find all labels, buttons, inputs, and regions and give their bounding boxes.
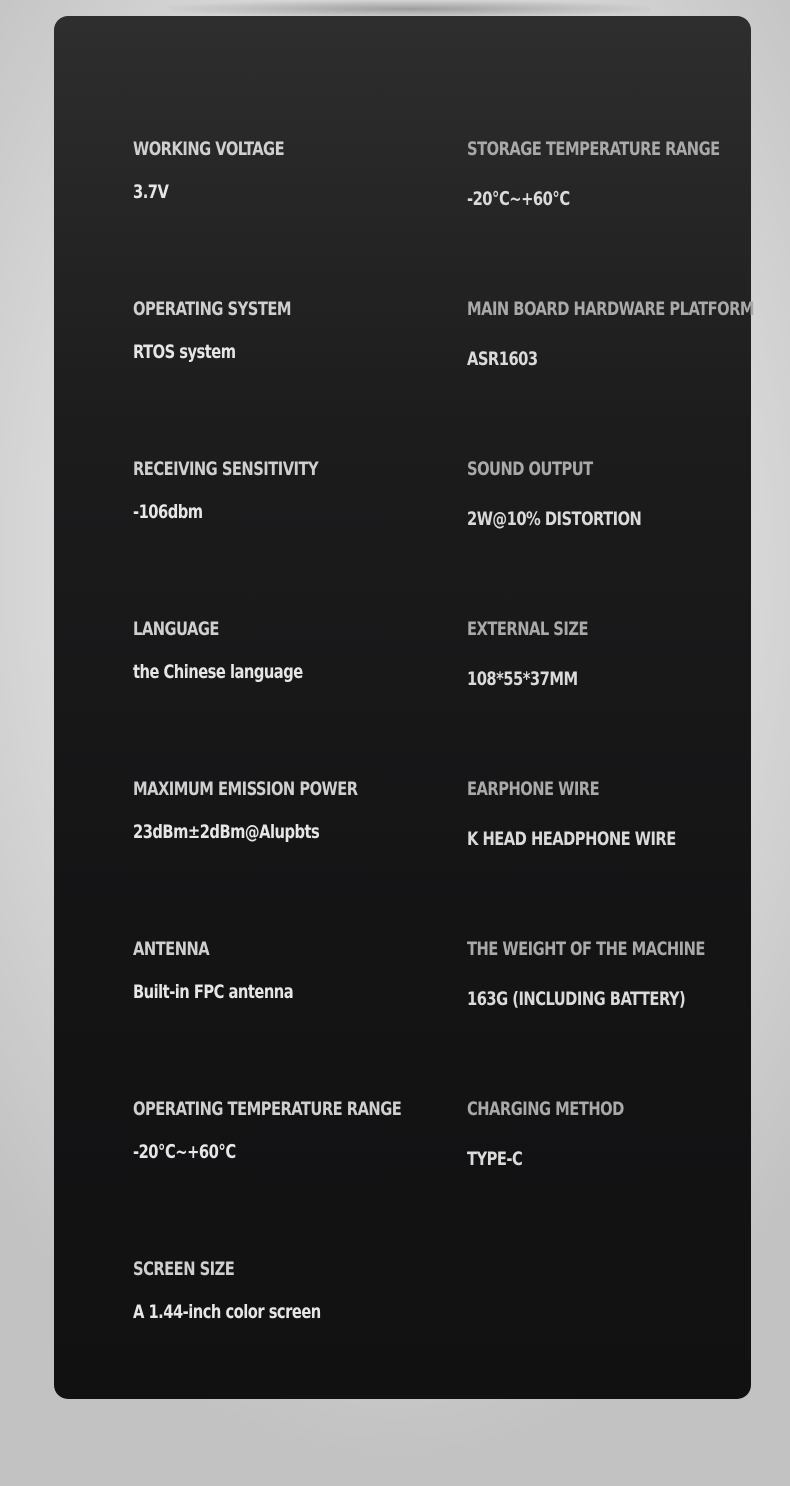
spec-value: 2W@10% DISTORTION (467, 508, 642, 530)
spec-label: OPERATING SYSTEM (133, 298, 291, 320)
spec-label: EXTERNAL SIZE (467, 618, 588, 640)
spec-label: CHARGING METHOD (467, 1098, 624, 1120)
spec-value: A 1.44-inch color screen (133, 1301, 321, 1323)
spec-language (133, 618, 423, 683)
spec-value: 108*55*37MM (467, 668, 578, 690)
spec-working-voltage (133, 138, 423, 203)
spec-value: 23dBm±2dBm@Alupbts (133, 821, 320, 843)
spec-value: -20℃~+60℃ (467, 188, 570, 210)
spec-storage-temperature-range (467, 138, 757, 210)
spec-external-size (467, 618, 757, 690)
spec-value: TYPE-C (467, 1148, 523, 1170)
spec-earphone-wire (467, 778, 757, 850)
spec-label: MAXIMUM EMISSION POWER (133, 778, 358, 800)
spec-label: SOUND OUTPUT (467, 458, 593, 480)
spec-panel (54, 16, 755, 1399)
spec-value: the Chinese language (133, 661, 303, 683)
spec-label: SCREEN SIZE (133, 1258, 235, 1280)
spec-label: OPERATING TEMPERATURE RANGE (133, 1098, 402, 1120)
spec-value: Built-in FPC antenna (133, 981, 294, 1003)
spec-machine-weight (467, 938, 757, 1010)
spec-maximum-emission-power (133, 778, 423, 843)
spec-value: 163G (INCLUDING BATTERY) (467, 988, 686, 1010)
spec-value: 3.7V (133, 181, 169, 203)
spec-operating-system (133, 298, 423, 363)
spec-value: -20℃~+60℃ (133, 1141, 236, 1163)
spec-label: RECEIVING SENSITIVITY (133, 458, 319, 480)
spec-label: LANGUAGE (133, 618, 219, 640)
spec-operating-temperature-range (133, 1098, 423, 1163)
spec-label: STORAGE TEMPERATURE RANGE (467, 138, 720, 160)
spec-value: K HEAD HEADPHONE WIRE (467, 828, 676, 850)
spec-value: -106dbm (133, 501, 203, 523)
spec-sound-output (467, 458, 757, 530)
spec-value: RTOS system (133, 341, 236, 363)
spec-value: ASR1603 (467, 348, 538, 370)
spec-main-board-hardware-platform (467, 298, 757, 370)
spec-charging-method (467, 1098, 757, 1170)
spec-label: WORKING VOLTAGE (133, 138, 285, 160)
spec-label: MAIN BOARD HARDWARE PLATFORM (467, 298, 755, 320)
spec-label: EARPHONE WIRE (467, 778, 600, 800)
spec-receiving-sensitivity (133, 458, 423, 523)
spec-label: ANTENNA (133, 938, 210, 960)
spec-label: THE WEIGHT OF THE MACHINE (467, 938, 705, 960)
spec-screen-size (133, 1258, 423, 1323)
spec-antenna (133, 938, 423, 1003)
